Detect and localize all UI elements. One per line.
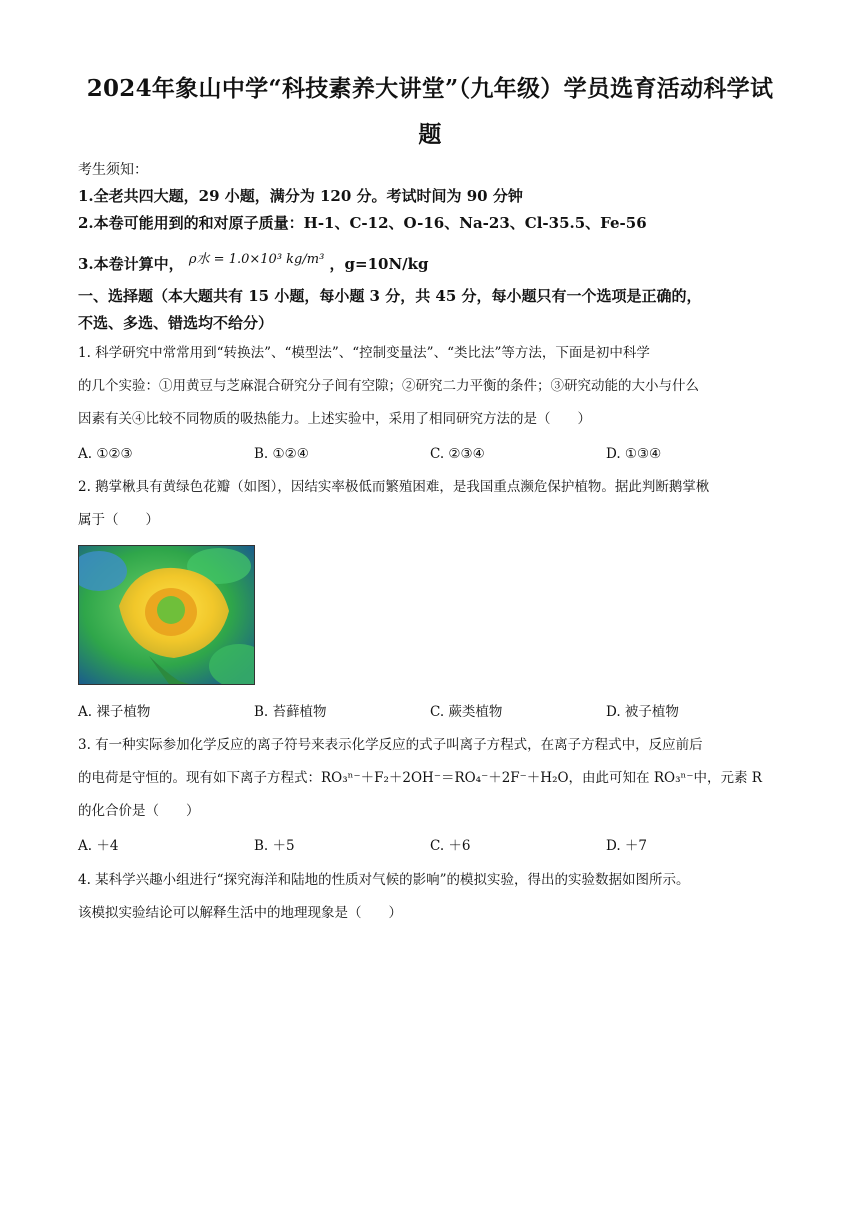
question-1-option-c: C. ②③④	[430, 446, 485, 462]
exam-title-line1: 2024年象山中学“科技素养大讲堂”（九年级）学员选育活动科学试	[86, 75, 774, 102]
notice-item-2: 2.本卷可能用到的和对原子质量：H-1、C-12、O-16、Na-23、Cl-35.5、Fe-56	[78, 214, 647, 232]
question-3-option-b: B. ＋5	[254, 838, 295, 854]
question-3-option-c: C. ＋6	[430, 838, 471, 854]
question-1-option-b: B. ①②④	[254, 446, 309, 462]
question-3-option-a: A. ＋4	[78, 838, 119, 854]
notice-heading: 考生须知：	[78, 162, 148, 178]
question-3-line-2: 的电荷是守恒的。现有如下离子方程式：RO₃ⁿ⁻＋F₂＋2OH⁻＝RO₄⁻＋2F⁻＋H₂O，由此可知在 RO₃ⁿ⁻中，元素 R	[78, 770, 762, 786]
question-3-option-d: D. ＋7	[606, 838, 648, 854]
notice-item-3-prefix: 3.本卷计算中，	[78, 255, 184, 273]
notice-item-1: 1.全老共四大题，29 小题，满分为 120 分。考试时间为 90 分钟	[78, 187, 523, 205]
question-2-option-c: C. 蕨类植物	[430, 704, 503, 720]
question-2-line-1: 2. 鹅掌楸具有黄绿色花瓣（如图），因结实率极低而繁殖困难，是我国重点濒危保护植物。据此判断鹅掌楸	[78, 479, 710, 495]
question-2-line-2: 属于（ ）	[78, 512, 159, 528]
section1-heading-line1: 一、选择题（本大题共有 15 小题，每小题 3 分，共 45 分，每小题只有一个选项是正确的，	[78, 287, 702, 305]
tulip-tree-flower-image	[78, 545, 255, 685]
question-1-option-d: D. ①③④	[606, 446, 662, 462]
question-1-option-a: A. ①②③	[78, 446, 133, 462]
notice-item-3-suffix: ，g=10N/kg	[329, 255, 429, 273]
question-1-line-2: 的几个实验：①用黄豆与芝麻混合研究分子间有空隙；②研究二力平衡的条件；③研究动能的大小与什么	[78, 378, 699, 394]
question-4-line-1: 4. 某科学兴趣小组进行“探究海洋和陆地的性质对气候的影响”的模拟实验，得出的实验数据如图所示。	[78, 872, 690, 888]
water-density-formula: ρ水 = 1.0×10³ kg/m³	[188, 252, 325, 267]
question-1-line-3: 因素有关④比较不同物质的吸热能力。上述实验中，采用了相同研究方法的是（ ）	[78, 411, 591, 427]
section1-heading-line2: 不选、多选、错选均不给分）	[78, 314, 274, 332]
question-2-option-b: B. 苔藓植物	[254, 704, 327, 720]
question-4-line-2: 该模拟实验结论可以解释生活中的地理现象是（ ）	[78, 905, 402, 921]
question-3-line-3: 的化合价是（ ）	[78, 803, 200, 819]
question-1-line-1: 1. 科学研究中常常用到“转换法”、“模型法”、“控制变量法”、“类比法”等方法，下面是初中科学	[78, 345, 650, 361]
notice-item-3	[78, 254, 429, 276]
question-3-line-1: 3. 有一种实际参加化学反应的离子符号来表示化学反应的式子叫离子方程式，在离子方程式中，反应前后	[78, 737, 703, 753]
exam-title-line2: 题	[418, 121, 442, 148]
question-2-option-a: A. 裸子植物	[78, 704, 151, 720]
question-2-option-d: D. 被子植物	[606, 704, 679, 720]
